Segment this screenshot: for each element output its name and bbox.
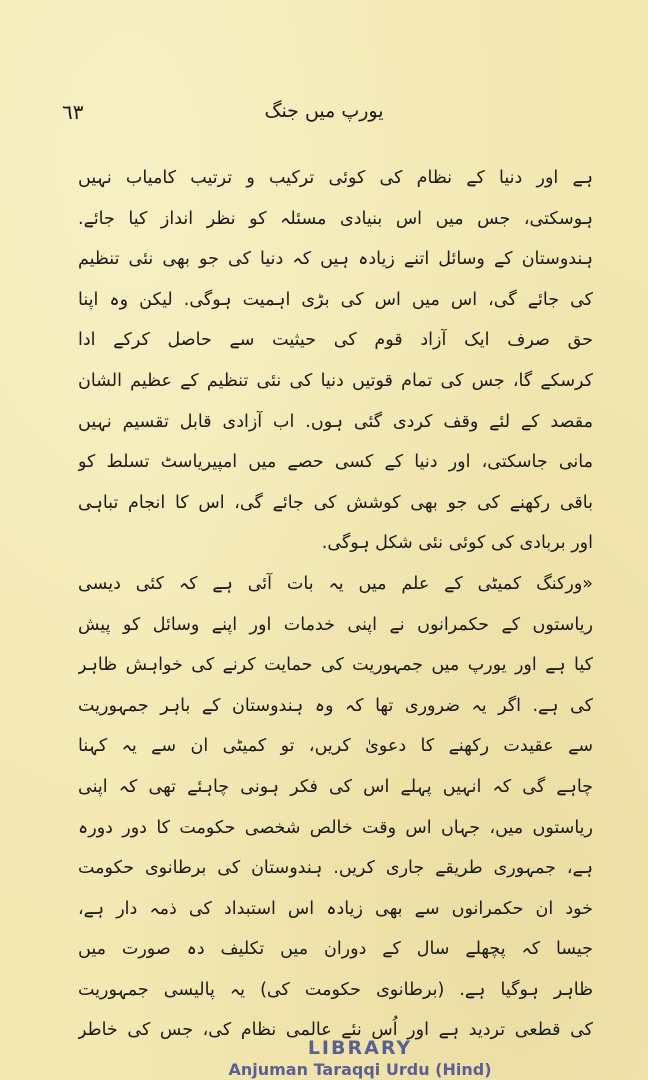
text-line: ہے اور دنیا کے نظام کی کوئی ترکیب و ترتیب کامیاب نہیں xyxy=(78,168,593,188)
text-line: مقصد کے لئے وقف کردی گئی ہوں. اب آزادی قابل تقسیم نہیں xyxy=(78,411,593,432)
stamp-title: LIBRARY xyxy=(307,1037,413,1059)
text-line: کی جائے گی، اس میں اس کی بڑی اہمیت ہوگی. لیکن وہ اپنا xyxy=(78,289,593,310)
text-line: ریاستوں میں، جہاں اس وقت خالص شخصی حکومت کا دور دورہ xyxy=(78,817,593,838)
library-stamp xyxy=(200,1036,520,1080)
text-line: کیا ہے اور یورپ میں جمہوریت کی حمایت کرنے کی خواہش ظاہر xyxy=(78,655,593,676)
text-line: خود ان حکمرانوں سے بھی زیادہ اس استبداد کی ذمہ دار ہے، xyxy=(78,898,593,919)
text-line: ہے، جمہوری طریقے جاری کریں. ہندوستان کی برطانوی حکومت xyxy=(78,858,593,879)
paragraph-end-line: اور بربادی کی کوئی نئی شکل ہوگی. xyxy=(321,533,593,554)
text-line: مانی جاسکتی، اور دنیا کے کسی حصے میں امپیریاسٹ تسلط کو xyxy=(78,452,593,473)
text-line: ہندوستان کے وسائل اتنے زیادہ ہیں کہ دنیا کی جو بھی نئی تنظیم xyxy=(78,249,593,270)
page-number: ٦٣ xyxy=(62,100,84,124)
text-line: ظاہر ہوگیا ہے. (برطانوی حکومت کی) یہ پالیسی جمہوریت xyxy=(78,979,593,1000)
text-line: باقی رکھنے کی جو بھی کوشش کی جائے گی، اس کا انجام تباہی xyxy=(78,492,593,513)
text-line: ہوسکتی، جس میں اس بنیادی مسئلہ کو نظر انداز کیا جائے. xyxy=(78,208,593,229)
text-line: حق صرف ایک آزاد قوم کی حیثیت سے حاصل کرکے ادا xyxy=(78,330,593,351)
running-title: یورپ میں جنگ xyxy=(264,100,384,122)
text-line: «ورکنگ کمیٹی کے علم میں یہ بات آئی ہے کہ کئی دیسی xyxy=(78,573,593,594)
text-line: چاہے گی کہ انہیں پہلے اس کی فکر ہونی چاہئے تھی کہ اپنی xyxy=(78,776,593,797)
text-line: سے عقیدت رکھنے کا دعویٰ کریں، تو کمیٹی ان سے یہ کہنا xyxy=(78,736,593,757)
text-line: کی ہے. اگر یہ ضروری تھا کہ وہ ہندوستان کے باہر جمہوریت xyxy=(78,695,593,716)
text-line: جیسا کہ پچھلے سال کے دوران میں تکلیف دہ صورت میں xyxy=(78,939,593,960)
text-line: کی قطعی تردید ہے اور اُس نئے عالمی نظام کی، جس کی خاطر xyxy=(78,1020,593,1041)
text-line: کرسکے گا، جس کی تمام قوتیں دنیا کی نئی تنظیم کے عظیم الشان xyxy=(78,370,593,391)
stamp-subtitle: Anjuman Taraqqi Urdu (Hind) xyxy=(228,1060,492,1079)
body-text xyxy=(78,158,593,1051)
text-line: ریاستوں کے حکمرانوں نے اپنی خدمات اور اپنے وسائل کو پیش xyxy=(78,614,593,635)
